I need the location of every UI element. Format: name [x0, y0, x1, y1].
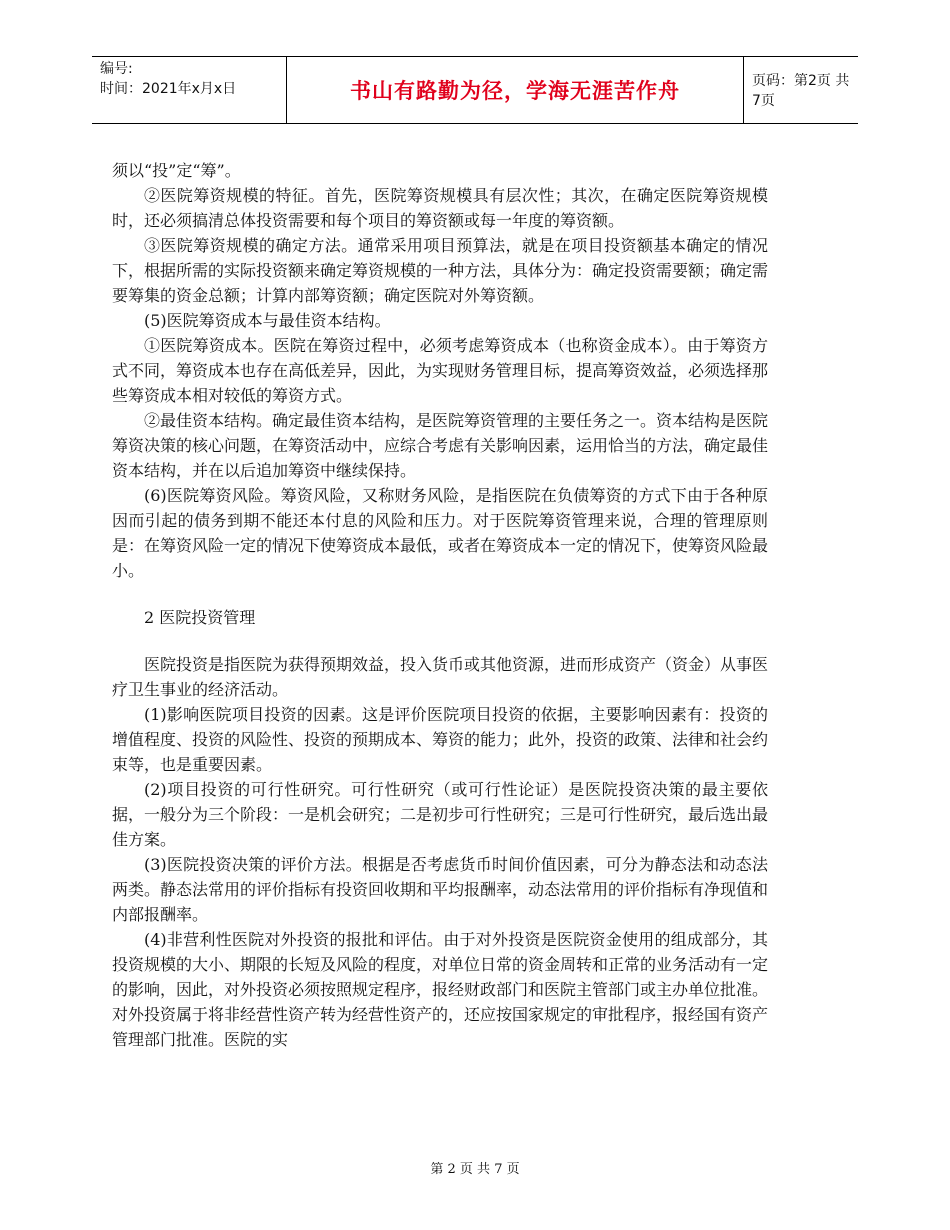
- page-footer: [0, 1158, 950, 1177]
- footer-page-number: 第 2 页 共 7 页: [430, 1162, 520, 1177]
- paragraph: (4)非营利性医院对外投资的报批和评估。由于对外投资是医院资金使用的组成部分，其投资规模的大小、期限的长短及风险的程度，对单位日常的资金周转和正常的业务活动有一定的影响，因此，对外投资必须按照规定程序，报经财政部门和医院主管部门或主办单位批准。对外投资属于将非经营性资产转为经营性资产的，还应按国家规定的审批程序，报经国有资产管理部门批准。医院的实: [112, 930, 769, 1049]
- page-info: 页码：第2页 共7页: [752, 73, 850, 109]
- motto-text: 书山有路勤为径，学海无涯苦作舟: [350, 79, 680, 103]
- section-heading: 2 医院投资管理: [144, 608, 256, 627]
- time-label: 时间：2021年x月x日: [100, 81, 237, 97]
- paragraph: ②医院筹资规模的特征。首先，医院筹资规模具有层次性；其次，在确定医院筹资规模时，还必须搞清总体投资需要和每个项目的筹资额或每一年度的筹资额。: [112, 186, 768, 230]
- number-label: 编号:: [100, 61, 133, 77]
- paragraph: ①医院筹资成本。医院在筹资过程中，必须考虑筹资成本（也称资金成本）。由于筹资方式不同，筹资成本也存在高低差异，因此，为实现财务管理目标，提高筹资效益，必须选择那些筹资成本相对较低的筹资方式。: [112, 336, 769, 405]
- header-page-info-cell: [744, 57, 858, 123]
- header-motto-cell: [286, 57, 744, 123]
- paragraph: ③医院筹资规模的确定方法。通常采用项目预算法，就是在项目投资额基本确定的情况下，根据所需的实际投资额来确定筹资规模的一种方法，具体分为：确定投资需要额；确定需要筹集的资金总额；计算内部筹资额；确定医院对外筹资额。: [112, 236, 769, 305]
- page-header: [92, 56, 858, 124]
- paragraph: (1)影响医院项目投资的因素。这是评价医院项目投资的依据，主要影响因素有：投资的增值程度、投资的风险性、投资的预期成本、筹资的能力；此外，投资的政策、法律和社会约束等，也是重要因素。: [112, 705, 769, 774]
- paragraph: (3)医院投资决策的评价方法。根据是否考虑货币时间价值因素，可分为静态法和动态法两类。静态法常用的评价指标有投资回收期和平均报酬率，动态法常用的评价指标有净现值和内部报酬率。: [112, 855, 769, 924]
- paragraph: (6)医院筹资风险。筹资风险，又称财务风险，是指医院在负债筹资的方式下由于各种原因而引起的债务到期不能还本付息的风险和压力。对于医院筹资管理来说，合理的管理原则是：在筹资风险一定的情况下使筹资成本最低，或者在筹资成本一定的情况下，使筹资风险最小。: [112, 486, 769, 580]
- paragraph: 医院投资是指医院为获得预期效益，投入货币或其他资源，进而形成资产（资金）从事医疗卫生事业的经济活动。: [112, 655, 769, 699]
- paragraph: (5)医院筹资成本与最佳资本结构。: [144, 311, 391, 330]
- paragraph: (2)项目投资的可行性研究。可行性研究（或可行性论证）是医院投资决策的最主要依据，一般分为三个阶段：一是机会研究；二是初步可行性研究；三是可行性研究，最后选出最佳方案。: [112, 780, 769, 849]
- paragraph: ②最佳资本结构。确定最佳资本结构，是医院筹资管理的主要任务之一。资本结构是医院筹资决策的核心问题，在筹资活动中，应综合考虑有关影响因素，运用恰当的方法，确定最佳资本结构，并在以后追加筹资中继续保持。: [112, 411, 769, 480]
- paragraph: 须以“投”定“筹”。: [112, 161, 241, 180]
- header-left-cell: [92, 57, 286, 123]
- document-body: [112, 158, 768, 1052]
